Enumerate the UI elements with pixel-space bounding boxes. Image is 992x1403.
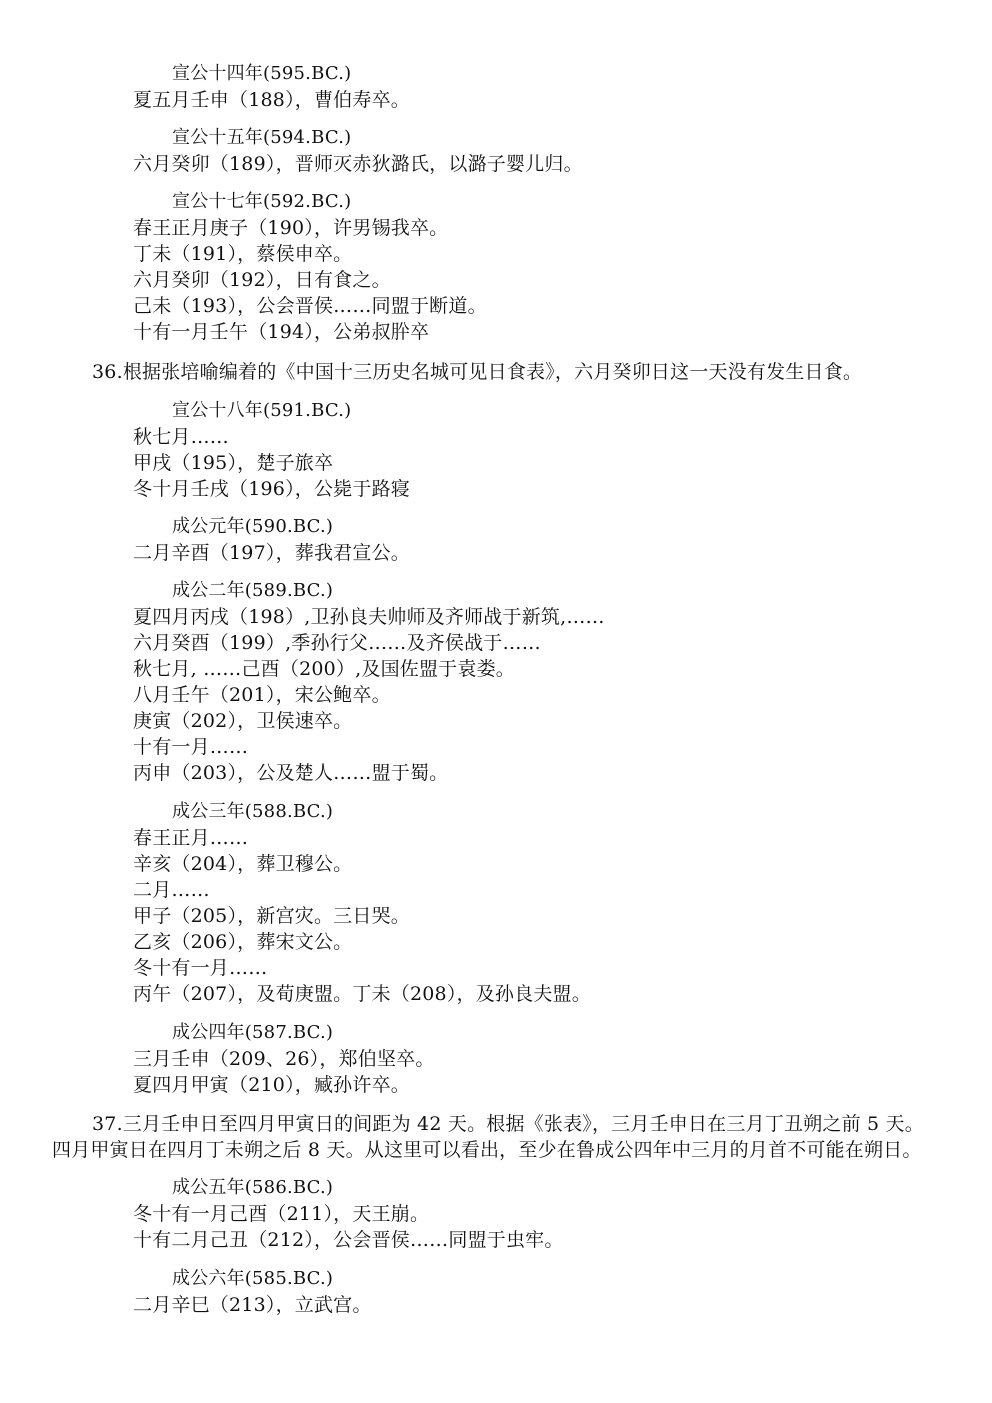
entry-line: 秋七月, ……己酉（200）,及国佐盟于袁娄。 [133,658,515,680]
entry-line: 二月辛酉（197），葬我君宣公。 [133,542,410,564]
year-heading: 宣公十四年(595.BC.) [172,63,352,84]
entry-line: 六月癸卯（189），晋师灭赤狄潞氏，以潞子婴儿归。 [133,153,583,175]
entry-line: 十有一月壬午（194），公弟叔肸卒 [133,321,430,343]
year-heading: 成公三年(588.BC.) [172,801,334,822]
entry-line: 夏五月壬申（188），曹伯寿卒。 [133,89,410,111]
entry-line: 二月…… [133,879,210,901]
entry-line: 二月辛巳（213），立武宫。 [133,1294,372,1316]
entry-line: 六月癸酉（199）,季孙行父……及齐侯战于…… [133,632,541,654]
entry-line: 庚寅（202），卫侯速卒。 [133,710,353,732]
year-heading: 成公元年(590.BC.) [172,516,334,537]
year-heading: 宣公十八年(591.BC.) [172,400,352,421]
entry-line: 春王正月庚子（190），许男锡我卒。 [133,217,449,239]
entry-line: 乙亥（206），葬宋文公。 [133,931,353,953]
note-37-line1: 37.三月壬申日至四月甲寅日的间距为 42 天。根据《张表》，三月壬申日在三月丁丑朔之前 5 天。 [92,1113,924,1135]
year-heading: 成公二年(589.BC.) [172,580,334,601]
entry-line: 丁未（191），蔡侯申卒。 [133,243,353,265]
entry-line: 夏四月甲寅（210），臧孙许卒。 [133,1074,410,1096]
entry-line: 春王正月…… [133,827,249,849]
entry-line: 甲子（205），新宫灾。三日哭。 [133,905,410,927]
note-37-line2: 四月甲寅日在四月丁未朔之后 8 天。从这里可以看出，至少在鲁成公四年中三月的月首不可能在朔日。 [52,1139,922,1161]
entry-line: 辛亥（204），葬卫穆公。 [133,853,353,875]
year-heading: 宣公十七年(592.BC.) [172,191,352,212]
entry-line: 秋七月…… [133,426,230,448]
year-heading: 成公六年(585.BC.) [172,1268,334,1289]
entry-line: 十有二月己丑（212），公会晋侯……同盟于虫牢。 [133,1229,564,1251]
entry-line: 冬十有一月…… [133,957,268,979]
entry-line: 丙午（207），及荀庚盟。丁未（208），及孙良夫盟。 [133,983,591,1005]
entry-line: 己未（193），公会晋侯……同盟于断道。 [133,295,487,317]
entry-line: 八月壬午（201），宋公鲍卒。 [133,684,391,706]
entry-line: 夏四月丙戌（198）,卫孙良夫帅师及齐师战于新筑,…… [133,606,605,628]
entry-line: 丙申（203），公及楚人……盟于蜀。 [133,762,449,784]
note-36: 36.根据张培喻编着的《中国十三历史名城可见日食表》，六月癸卯日这一天没有发生日食。 [92,361,863,383]
entry-line: 十有一月…… [133,736,249,758]
year-heading: 成公五年(586.BC.) [172,1177,334,1198]
entry-line: 六月癸卯（192），日有食之。 [133,269,391,291]
entry-line: 甲戌（195），楚子旅卒 [133,452,334,474]
entry-line: 三月壬申（209、26），郑伯坚卒。 [133,1048,435,1070]
entry-line: 冬十有一月己酉（211），天王崩。 [133,1203,430,1225]
entry-line: 冬十月壬戌（196），公毙于路寝 [133,478,410,500]
year-heading: 宣公十五年(594.BC.) [172,127,352,148]
year-heading: 成公四年(587.BC.) [172,1022,334,1043]
